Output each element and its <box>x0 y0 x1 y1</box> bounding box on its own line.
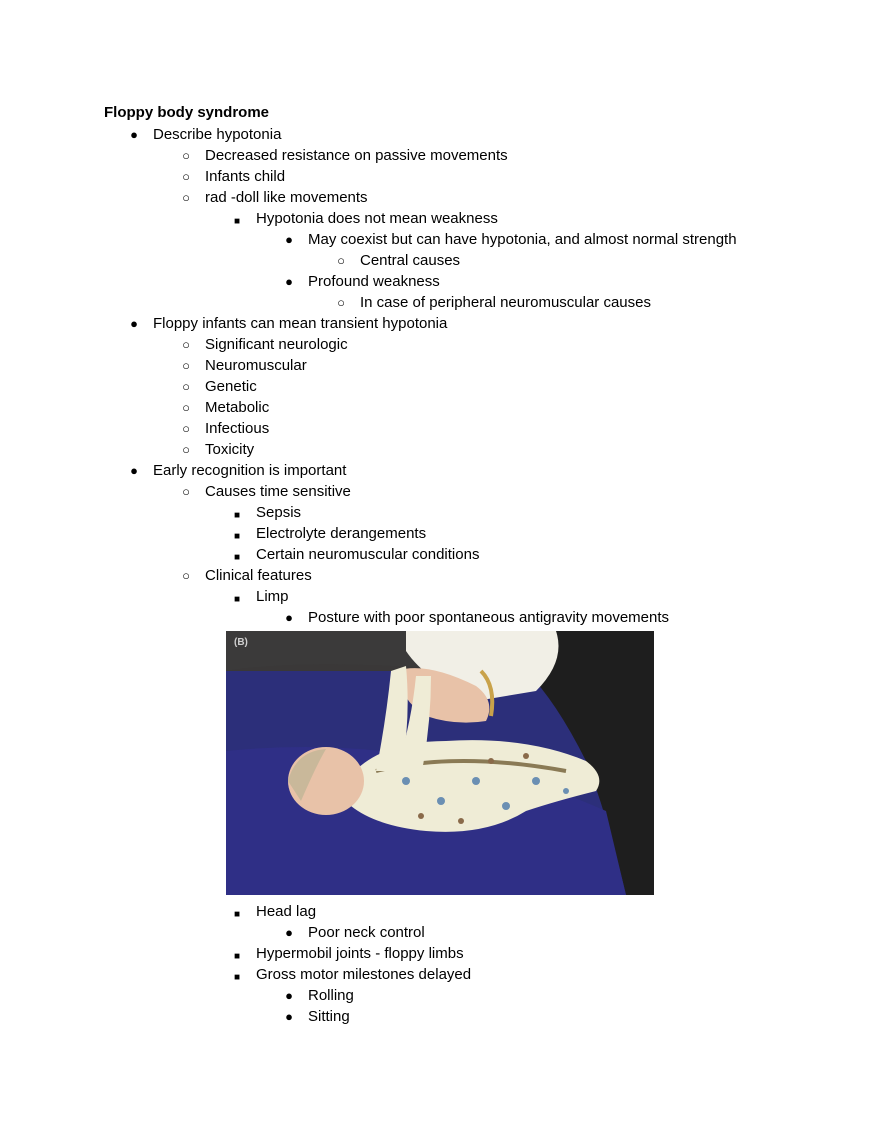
list-item-text: Posture with poor spontaneous antigravity movements <box>308 609 670 626</box>
list-item-text: Sepsis <box>256 504 302 521</box>
list-item-text: Gross motor milestones delayed <box>256 966 472 983</box>
list-item-text: Describe hypotonia <box>153 126 282 143</box>
square-bullet-icon: ■ <box>233 531 241 542</box>
list-item-text: Metabolic <box>205 399 270 416</box>
circle-bullet-icon: ○ <box>182 169 190 184</box>
disc-bullet-icon: ● <box>130 316 138 331</box>
list-item-text: Certain neuromuscular conditions <box>256 546 480 563</box>
list-item-text: Head lag <box>256 903 317 920</box>
photo-illustration <box>226 631 654 895</box>
circle-bullet-icon: ○ <box>182 379 190 394</box>
disc-bullet-icon: ● <box>285 274 293 289</box>
list-item-text: rad -doll like movements <box>205 189 368 206</box>
circle-bullet-icon: ○ <box>182 400 190 415</box>
list-item-text: Hypotonia does not mean weakness <box>256 210 498 227</box>
square-bullet-icon: ■ <box>233 594 241 605</box>
disc-bullet-icon: ● <box>285 610 293 625</box>
document-title: Floppy body syndrome <box>104 104 270 121</box>
list-item-text: Causes time sensitive <box>205 483 351 500</box>
list-item-text: Rolling <box>308 987 354 1004</box>
circle-bullet-icon: ○ <box>182 190 190 205</box>
list-item-text: Floppy infants can mean transient hypotonia <box>153 315 448 332</box>
list-item-text: Profound weakness <box>308 273 440 290</box>
list-item-text: Hypermobil joints - floppy limbs <box>256 945 464 962</box>
circle-bullet-icon: ○ <box>182 568 190 583</box>
circle-bullet-icon: ○ <box>182 148 190 163</box>
list-item-text: Infants child <box>205 168 286 185</box>
disc-bullet-icon: ● <box>285 232 293 247</box>
list-item-text: Genetic <box>205 378 257 395</box>
list-item-text: Poor neck control <box>308 924 425 941</box>
list-item-text: Limp <box>256 588 289 605</box>
circle-bullet-icon: ○ <box>337 295 345 310</box>
disc-bullet-icon: ● <box>285 1009 293 1024</box>
circle-bullet-icon: ○ <box>182 442 190 457</box>
list-item-text: Significant neurologic <box>205 336 348 353</box>
square-bullet-icon: ■ <box>233 909 241 920</box>
circle-bullet-icon: ○ <box>182 337 190 352</box>
list-item-text: Sitting <box>308 1008 350 1025</box>
list-item-text: Neuromuscular <box>205 357 307 374</box>
circle-bullet-icon: ○ <box>337 253 345 268</box>
list-item-text: Early recognition is important <box>153 462 347 479</box>
figure-label: (B) <box>234 637 248 648</box>
square-bullet-icon: ■ <box>233 216 241 227</box>
circle-bullet-icon: ○ <box>182 421 190 436</box>
disc-bullet-icon: ● <box>130 127 138 142</box>
list-item-text: In case of peripheral neuromuscular causes <box>360 294 651 311</box>
disc-bullet-icon: ● <box>285 925 293 940</box>
list-item-text: Central causes <box>360 252 461 269</box>
infant-pull-to-sit-photo <box>226 631 654 895</box>
list-item-text: Toxicity <box>205 441 255 458</box>
list-item-text: Infectious <box>205 420 270 437</box>
list-item-text: Electrolyte derangements <box>256 525 427 542</box>
circle-bullet-icon: ○ <box>182 484 190 499</box>
list-item-text: May coexist but can have hypotonia, and almost normal strength <box>308 231 737 248</box>
square-bullet-icon: ■ <box>233 552 241 563</box>
list-item-text: Decreased resistance on passive movements <box>205 147 508 164</box>
square-bullet-icon: ■ <box>233 510 241 521</box>
list-item-text: Clinical features <box>205 567 312 584</box>
square-bullet-icon: ■ <box>233 951 241 962</box>
square-bullet-icon: ■ <box>233 972 241 983</box>
circle-bullet-icon: ○ <box>182 358 190 373</box>
disc-bullet-icon: ● <box>130 463 138 478</box>
disc-bullet-icon: ● <box>285 988 293 1003</box>
